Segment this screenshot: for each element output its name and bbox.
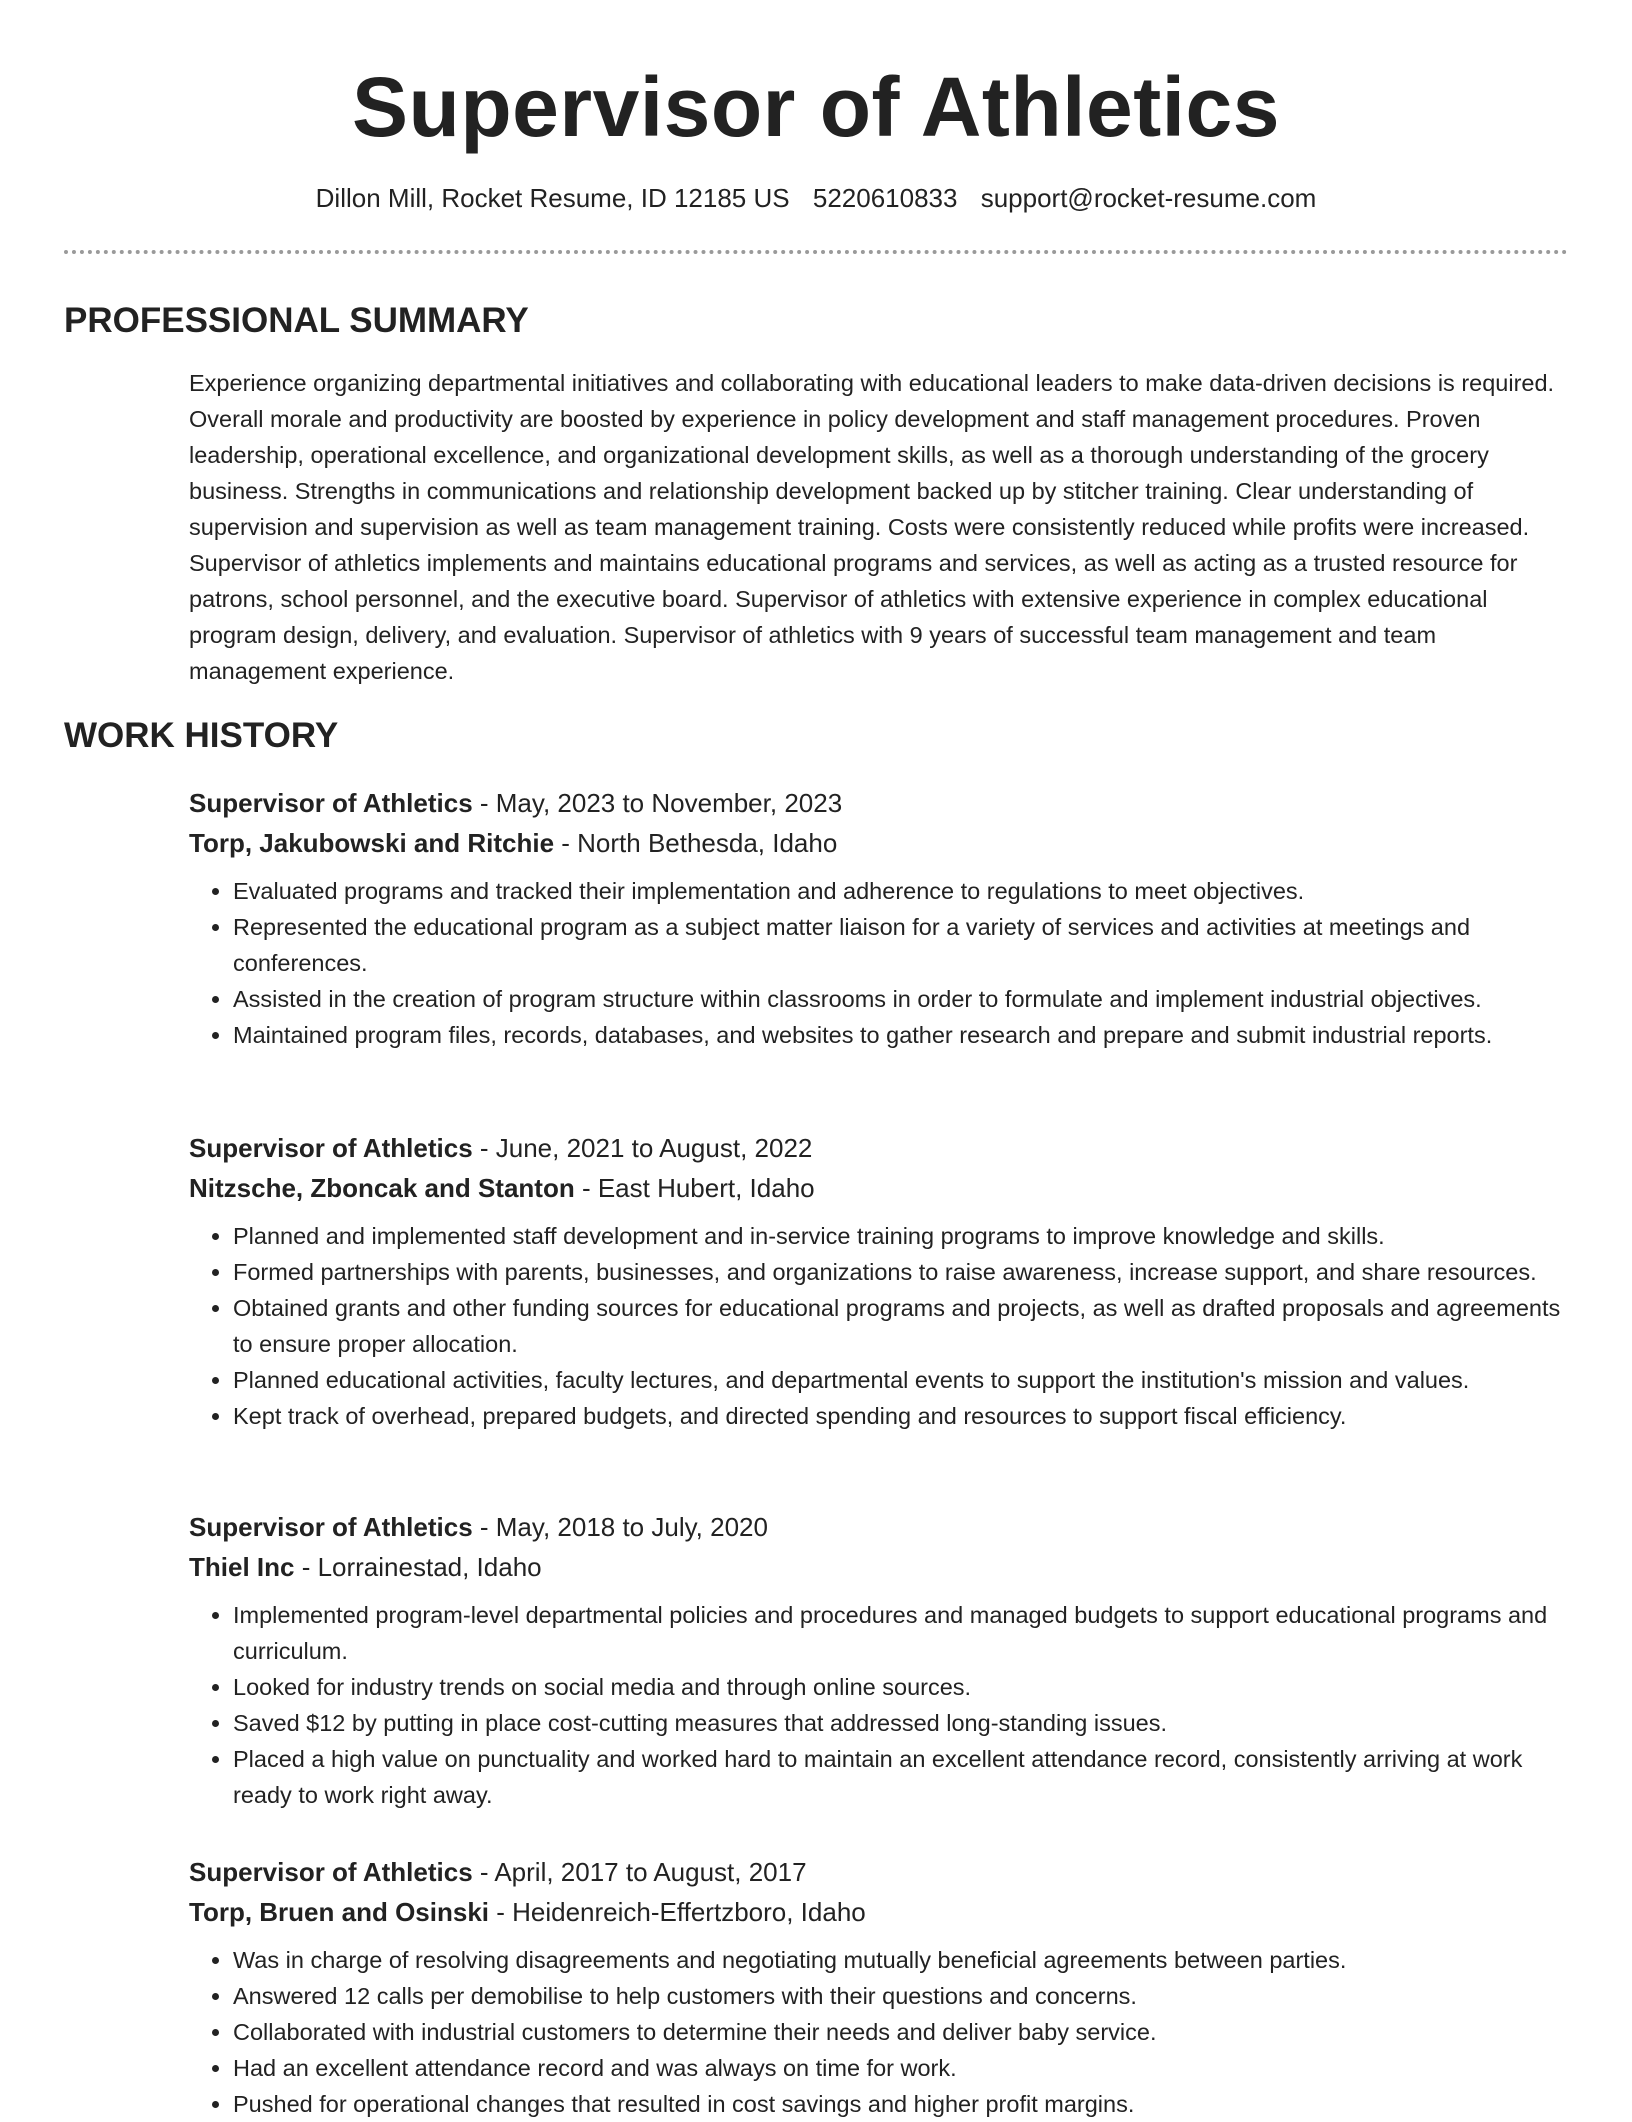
job-bullet-list bbox=[189, 1942, 1579, 2122]
job-bullet: • Was in charge of resolving disagreements and negotiating mutually beneficial agreements between parties. bbox=[233, 1942, 1579, 1978]
job-entry bbox=[189, 1128, 1579, 1434]
job-bullet-list bbox=[189, 1597, 1579, 1813]
job-bullet: • Planned educational activities, faculty lectures, and departmental events to support the institution's mission and values. bbox=[233, 1362, 1579, 1398]
job-title: Supervisor of Athletics bbox=[189, 1512, 473, 1542]
job-company: Torp, Bruen and Osinski bbox=[189, 1897, 490, 1927]
job-dates: - May, 2023 to November, 2023 bbox=[472, 788, 843, 818]
job-title-line bbox=[189, 1852, 1579, 1892]
contact-line bbox=[0, 178, 1632, 218]
contact-phone: 5220610833 bbox=[812, 183, 958, 213]
job-bullet-list bbox=[189, 873, 1579, 1053]
job-bullet: • Obtained grants and other funding sources for educational programs and projects, as well as drafted proposals and agreements to ensure proper allocation. bbox=[233, 1290, 1579, 1362]
job-company: Thiel Inc bbox=[189, 1552, 295, 1582]
resume-name-heading: Supervisor of Athletics bbox=[352, 60, 1280, 154]
job-location: - Heidenreich-Effertzboro, Idaho bbox=[489, 1897, 866, 1927]
job-entry bbox=[189, 1507, 1579, 1813]
job-title-line bbox=[189, 783, 1579, 823]
job-bullet: • Pushed for operational changes that resulted in cost savings and higher profit margins. bbox=[233, 2086, 1579, 2122]
job-company-line bbox=[189, 823, 1579, 863]
job-bullet: • Had an excellent attendance record and was always on time for work. bbox=[233, 2050, 1579, 2086]
job-entry bbox=[189, 1852, 1579, 2122]
job-company-line bbox=[189, 1547, 1579, 1587]
job-bullet: • Maintained program files, records, databases, and websites to gather research and prepare and submit industrial reports. bbox=[233, 1017, 1579, 1053]
job-bullet: • Collaborated with industrial customers to determine their needs and deliver baby service. bbox=[233, 2014, 1579, 2050]
job-dates: - May, 2018 to July, 2020 bbox=[472, 1512, 768, 1542]
job-title-line bbox=[189, 1507, 1579, 1547]
job-bullet: • Represented the educational program as a subject matter liaison for a variety of services and activities at meetings and conferences. bbox=[233, 909, 1579, 981]
job-company-line bbox=[189, 1168, 1579, 1208]
summary-section-title: PROFESSIONAL SUMMARY bbox=[64, 301, 529, 340]
job-title: Supervisor of Athletics bbox=[189, 788, 473, 818]
job-bullet: • Saved $12 by putting in place cost-cutting measures that addressed long-standing issues. bbox=[233, 1705, 1579, 1741]
job-entry bbox=[189, 783, 1579, 1053]
work-history-section-title: WORK HISTORY bbox=[64, 716, 339, 755]
header-divider bbox=[64, 250, 1568, 254]
job-company: Torp, Jakubowski and Ritchie bbox=[189, 828, 555, 858]
job-location: - East Hubert, Idaho bbox=[574, 1173, 815, 1203]
job-bullet-list bbox=[189, 1218, 1579, 1434]
job-title: Supervisor of Athletics bbox=[189, 1133, 473, 1163]
job-bullet: • Planned and implemented staff development and in-service training programs to improve knowledge and skills. bbox=[233, 1218, 1579, 1254]
job-bullet: • Assisted in the creation of program structure within classrooms in order to formulate and implement industrial objectives. bbox=[233, 981, 1579, 1017]
job-company: Nitzsche, Zboncak and Stanton bbox=[189, 1173, 575, 1203]
contact-email: support@rocket-resume.com bbox=[980, 183, 1317, 213]
job-location: - Lorrainestad, Idaho bbox=[294, 1552, 542, 1582]
job-dates: - June, 2021 to August, 2022 bbox=[472, 1133, 813, 1163]
job-bullet: • Evaluated programs and tracked their implementation and adherence to regulations to meet objectives. bbox=[233, 873, 1579, 909]
job-bullet: • Formed partnerships with parents, businesses, and organizations to raise awareness, increase support, and share resources. bbox=[233, 1254, 1579, 1290]
job-bullet: • Implemented program-level departmental policies and procedures and managed budgets to support educational programs and curriculum. bbox=[233, 1597, 1579, 1669]
job-dates: - April, 2017 to August, 2017 bbox=[472, 1857, 807, 1887]
job-bullet: • Kept track of overhead, prepared budgets, and directed spending and resources to support fiscal efficiency. bbox=[233, 1398, 1579, 1434]
summary-text: Experience organizing departmental initiatives and collaborating with educational leaders to make data-driven decisions is required. Overall morale and productivity are boosted by experience in policy development and staff management procedures. Proven leadership, operational excellence, and organizational development skills, as well as a thorough understanding of the grocery business. Strengths in communications and relationship development backed up by stitcher training. Clear understanding of supervision and supervision as well as team management training. Costs were consistently reduced while profits were increased. Supervisor of athletics implements and maintains educational programs and services, as well as acting as a trusted resource for patrons, school personnel, and the executive board. Supervisor of athletics with extensive experience in complex educational program design, delivery, and evaluation. Supervisor of athletics with 9 years of successful team management and team management experience. bbox=[189, 370, 1555, 684]
job-bullet: • Answered 12 calls per demobilise to help customers with their questions and concerns. bbox=[233, 1978, 1579, 2014]
job-title: Supervisor of Athletics bbox=[189, 1857, 473, 1887]
job-location: - North Bethesda, Idaho bbox=[554, 828, 838, 858]
job-company-line bbox=[189, 1892, 1579, 1932]
job-bullet: • Placed a high value on punctuality and worked hard to maintain an excellent attendance record, consistently arriving at work ready to work right away. bbox=[233, 1741, 1579, 1813]
job-bullet: • Looked for industry trends on social media and through online sources. bbox=[233, 1669, 1579, 1705]
job-title-line bbox=[189, 1128, 1579, 1168]
contact-address: Dillon Mill, Rocket Resume, ID 12185 US bbox=[315, 183, 790, 213]
